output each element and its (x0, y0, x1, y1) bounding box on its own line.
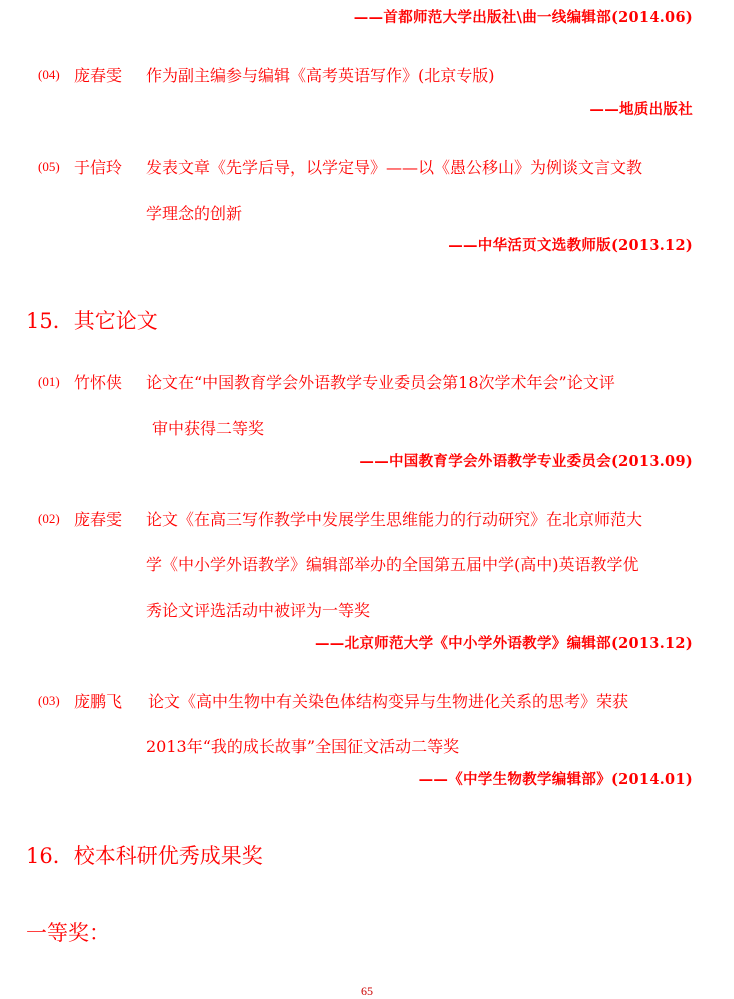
entry-text-line: 发表文章《先学后导，以学定导》——以《愚公移山》为例谈文言文教 (146, 158, 643, 177)
entry-number: (04) (38, 67, 60, 82)
entry-text-line: 论文《在高三写作教学中发展学生思维能力的行动研究》在北京师范大 (146, 510, 643, 529)
section-heading: 16．校本科研优秀成果奖 (26, 844, 263, 868)
page-number: 65 (361, 984, 373, 998)
entry-number: (02) (38, 511, 60, 526)
entry-source: ——《中学生物教学编辑部》(2014.01) (418, 771, 693, 788)
section-heading: 15．其它论文 (26, 309, 158, 333)
entry-number: (05) (38, 159, 60, 174)
entry-text-line: 学《中小学外语教学》编辑部举办的全国第五届中学(高中)英语教学优 (146, 555, 639, 574)
entry-author: 竹怀侠 (74, 373, 123, 392)
entry-text-line: 论文《高中生物中有关染色体结构变异与生物进化关系的思考》荣获 (148, 692, 629, 711)
entry-text-line: 学理念的创新 (146, 204, 243, 223)
entry-author: 庞春雯 (74, 510, 123, 529)
entry-text-line: 2013年“我的成长故事”全国征文活动二等奖 (146, 737, 460, 756)
entry-text-line: 作为副主编参与编辑《高考英语写作》(北京专版) (146, 66, 495, 85)
entry-text-line: 秀论文评选活动中被评为一等奖 (146, 601, 371, 620)
entry-author: 于信玲 (74, 158, 123, 177)
entry-source: ——中华活页文选教师版(2013.12) (448, 237, 693, 254)
entry-author: 庞春雯 (74, 66, 123, 85)
entry-number: (01) (38, 374, 60, 389)
entry-text-line: 审中获得二等奖 (152, 419, 265, 438)
entry-number: (03) (38, 693, 60, 708)
entry-source: ——中国教育学会外语教学专业委员会(2013.09) (359, 453, 693, 470)
entry-text-line: 论文在“中国教育学会外语教学专业委员会第18次学术年会”论文评 (146, 373, 615, 392)
entry-author: 庞鹏飞 (74, 692, 123, 711)
source-line: ——首都师范大学出版社\曲一线编辑部(2014.06) (353, 9, 693, 26)
award-heading: 一等奖： (26, 921, 110, 945)
entry-source: ——地质出版社 (589, 101, 693, 118)
entry-source: ——北京师范大学《中小学外语教学》编辑部(2013.12) (314, 635, 693, 652)
